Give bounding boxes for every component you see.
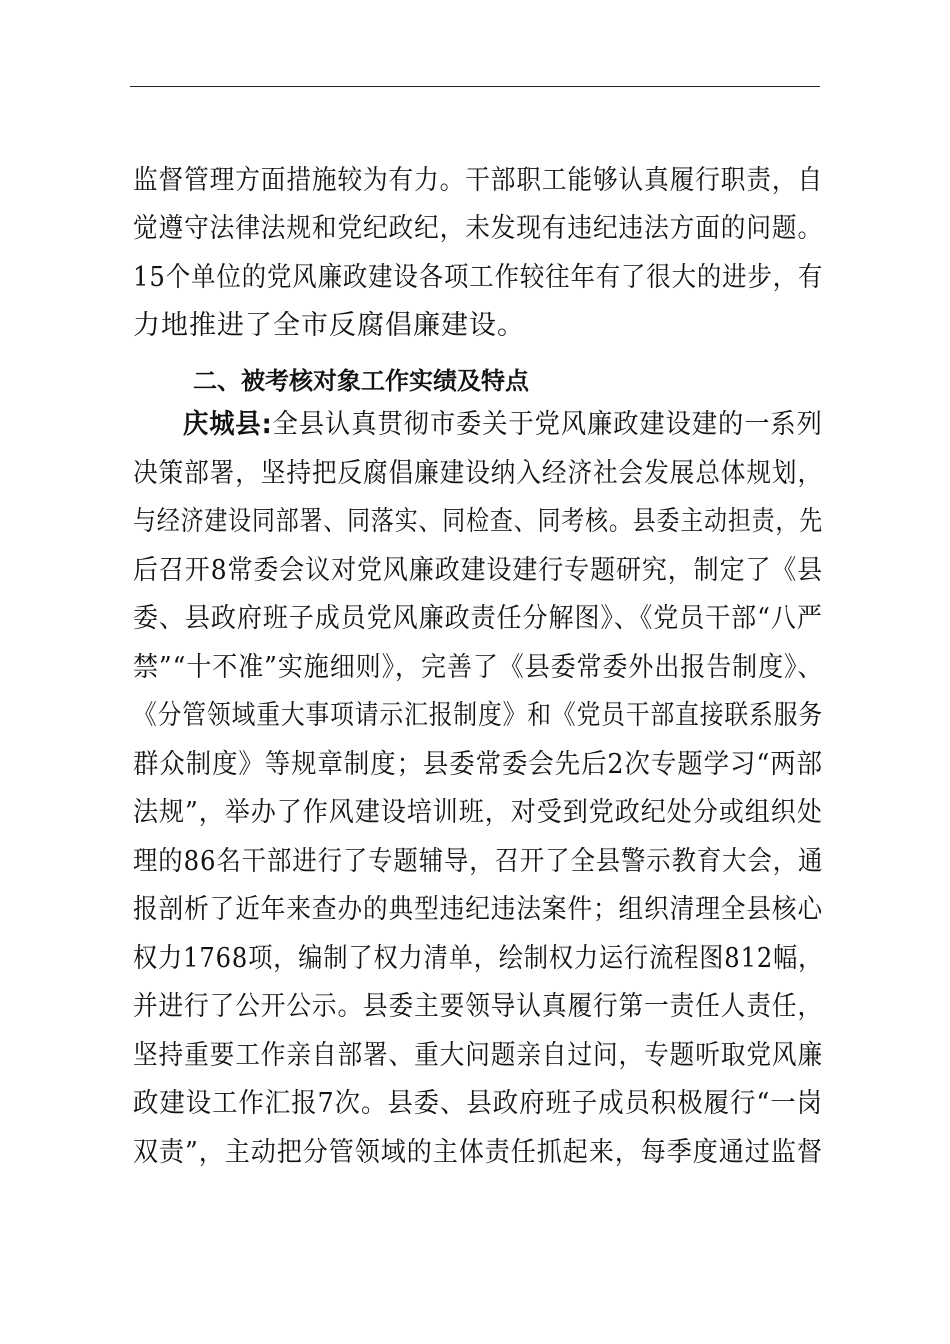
paragraph1-line-1: 监督管理方面措施较为有力。干部职工能够认真履行职责，自	[133, 165, 823, 196]
paragraph2-first-line-text: 全县认真贯彻市委关于党风廉政建设建的一系列	[272, 409, 823, 440]
paragraph2-line-7: 《分管领域重大事项请示汇报制度》和《党员干部直接联系服务	[133, 700, 823, 731]
paragraph2-line-6: 禁”“十不准”实施细则》，完善了《县委常委外出报告制度》、	[133, 652, 824, 683]
county-name: 庆城县:	[183, 409, 273, 440]
paragraph1-line-4: 力地推进了全市反腐倡廉建设。	[133, 310, 525, 341]
paragraph2-line-13: 并进行了公开公示。县委主要领导认真履行第一责任人责任，	[133, 991, 823, 1022]
paragraph2-line-4: 后召开8常委会议对党风廉政建设建行专题研究，制定了《县	[133, 555, 824, 586]
section-heading: 二、被考核对象工作实绩及特点	[193, 367, 529, 395]
paragraph2-line-2: 决策部署，坚持把反腐倡廉建设纳入经济社会发展总体规划，	[133, 458, 823, 489]
paragraph1-line-3: 15个单位的党风廉政建设各项工作较往年有了很大的进步，有	[133, 262, 824, 293]
paragraph2-line-1	[183, 405, 823, 445]
paragraph2-line-15: 政建设工作汇报7次。县委、县政府班子成员积极履行“一岗	[133, 1088, 823, 1119]
paragraph2-line-16: 双责”，主动把分管领域的主体责任抓起来，每季度通过监督	[133, 1137, 823, 1168]
paragraph2-line-10: 理的86名干部进行了专题辅导，召开了全县警示教育大会，通	[133, 846, 824, 877]
paragraph2-line-9: 法规”，举办了作风建设培训班，对受到党政纪处分或组织处	[133, 797, 823, 828]
paragraph2-line-12: 权力1768项，编制了权力清单，绘制权力运行流程图812幅，	[133, 943, 824, 974]
paragraph2-line-3: 与经济建设同部署、同落实、同检查、同考核。县委主动担责，先	[133, 506, 823, 537]
paragraph1-line-2: 觉遵守法律法规和党纪政纪，未发现有违纪违法方面的问题。	[133, 213, 823, 244]
paragraph2-line-14: 坚持重要工作亲自部署、重大问题亲自过问，专题听取党风廉	[133, 1040, 823, 1071]
header-rule	[130, 86, 820, 87]
paragraph2-line-8: 群众制度》等规章制度；县委常委会先后2次专题学习“两部	[133, 749, 823, 780]
paragraph2-line-5: 委、县政府班子成员党风廉政责任分解图》、《党员干部“八严	[133, 603, 823, 634]
paragraph2-line-11: 报剖析了近年来查办的典型违纪违法案件；组织清理全县核心	[133, 894, 823, 925]
